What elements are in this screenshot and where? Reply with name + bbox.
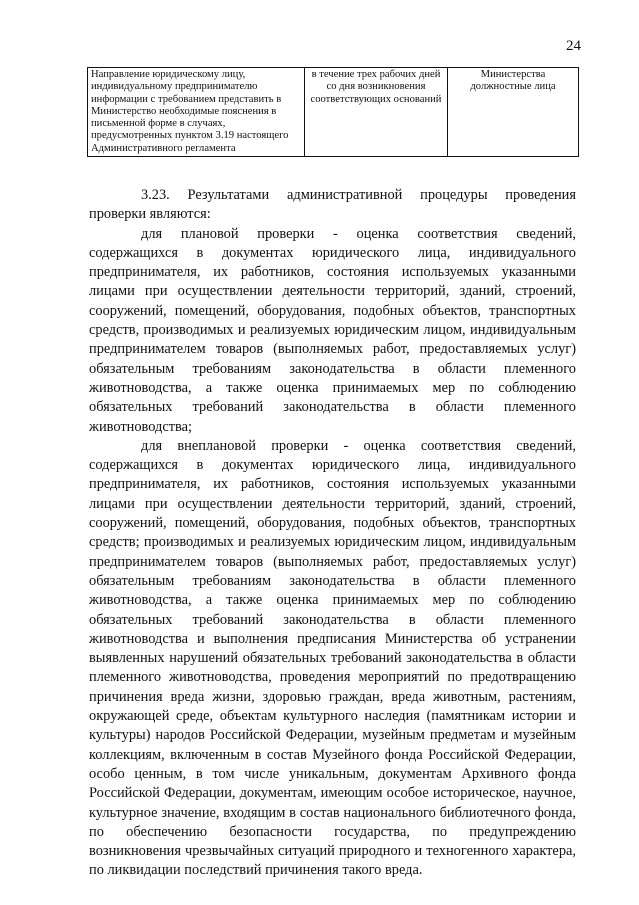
table-cell-action: Направление юридическому лицу, индивидуальному предпринимателю информации с требованием представить в Министерство необходимые пояснения в письменной форме в случаях, предусмотренных пунктом 3.19 настоящего Административного регламента [88,68,305,157]
paragraph-3-23-heading: 3.23. Результатами административной процедуры проведения проверки являются: [89,187,576,223]
table-cell-responsible: Министерства должностные лица [448,68,579,157]
document-body [89,186,576,881]
paragraph-unplanned-inspection: для внеплановой проверки - оценка соответствия сведений, содержащихся в документах юридического лица, индивидуального предпринимателя, их работников, состояния используемых указанными лицами при осуществлении деятельности территорий, зданий, строений, сооружений, помещений, оборудования, подобных объектов, транспортных средств; производимых и реализуемых юридическим лицом, индивидуальным предпринимателем товаров (выполняемых работ, предоставляемых услуг) обязательным требованиям законодательства в области племенного животноводства, а также оценка принимаемых мер по соблюдению обязательных требований законодательства в области племенного животноводства и выполнения предписания Министерства об устранении выявленных нарушений обязательных требований законодательства в области племенного животноводства, проведения мероприятий по предотвращению причинения вреда жизни, здоровью граждан, вреда животным, растениям, окружающей среде, объектам культурного наследия (памятникам истории и культуры) народов Российской Федерации, музейным предметам и музейным коллекциям, включенным в состав Музейного фонда Российской Федерации, особо ценным, в том числе уникальным, документам Архивного фонда Российской Федерации, документам, имеющим особое историческое, научное, культурное значение, входящим в состав национального библиотечного фонда, по обеспечению безопасности государства, по предупреждению возникновения чрезвычайных ситуаций природного и техногенного характера, по ликвидации последствий причинения такого вреда. [89,437,576,879]
table-cell-term: в течение трех рабочих дней со дня возникновения соответствующих оснований [305,68,448,157]
table-row [88,68,579,157]
procedure-table [87,67,579,157]
paragraph-planned-inspection: для плановой проверки - оценка соответствия сведений, содержащихся в документах юридического лица, индивидуального предпринимателя, их работников, состояния используемых указанными лицами при осуществлении деятельности территорий, зданий, строений, сооружений, помещений, оборудования, подобных объектов, транспортных средств, производимых и реализуемых юридическим лицом, индивидуальным предпринимателем товаров (выполняемых работ, предоставляемых услуг) обязательным требованиям законодательства в области племенного животноводства, а также оценка принимаемых мер по соблюдению обязательных требований законодательства в области племенного животноводства; [89,225,576,435]
page-number: 24 [566,38,581,54]
